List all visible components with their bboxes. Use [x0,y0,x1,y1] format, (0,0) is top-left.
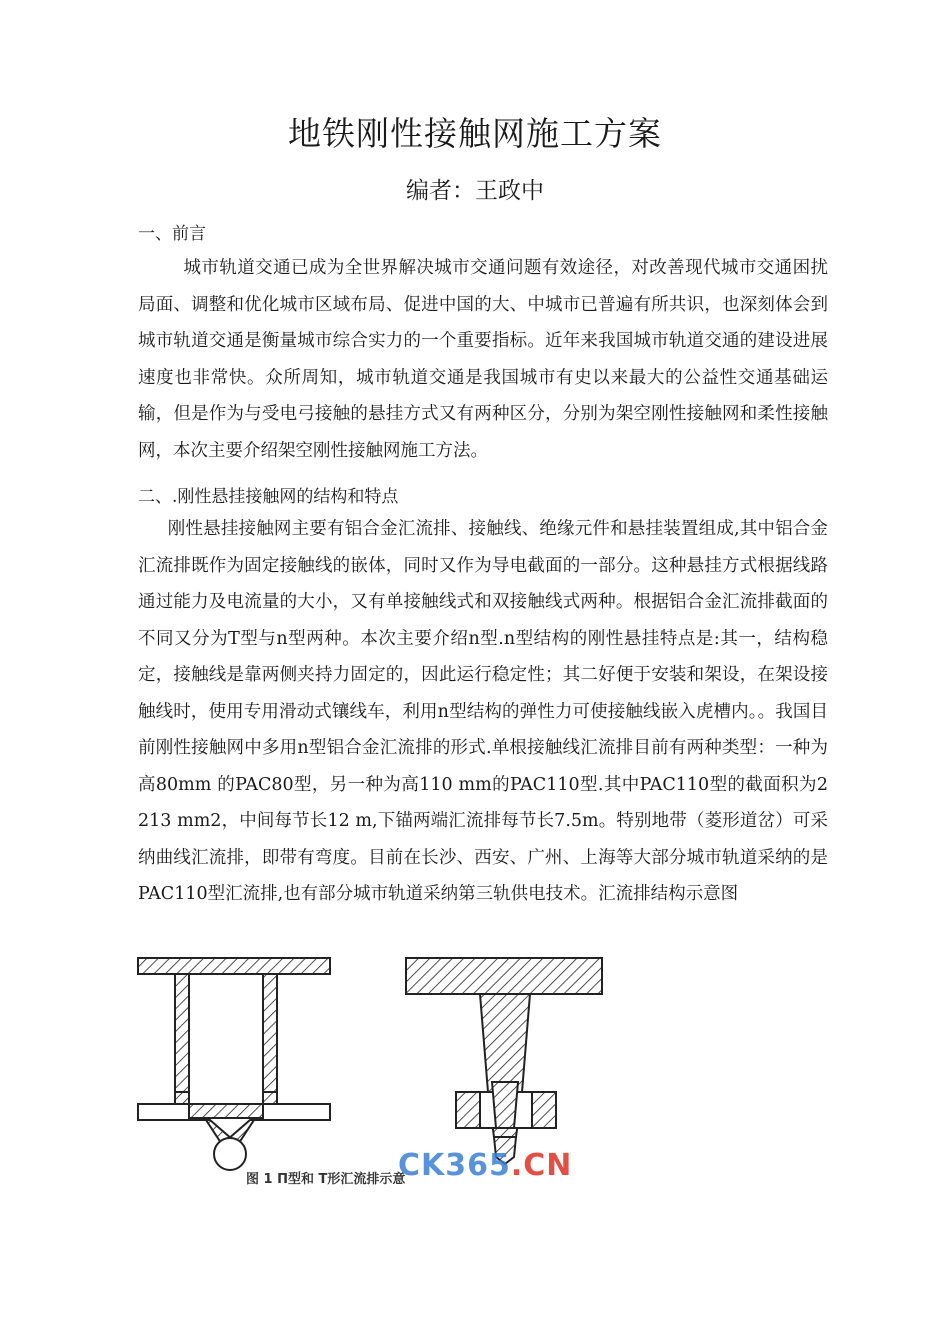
watermark-text-main: CK365 [398,1148,511,1183]
watermark-logo [398,1148,572,1183]
section-heading-preface: 一、前言 [138,224,206,244]
pi-type-busbar [138,958,330,1170]
section-heading-structure: 二、.刚性悬挂接触网的结构和特点 [138,487,399,507]
document-title: 地铁刚性接触网施工方案 [288,114,662,153]
document-author: 编者：王政中 [406,178,544,204]
preface-paragraph: 城市轨道交通已成为全世界解决城市交通问题有效途径，对改善现代城市交通困扰局面、调整和优化城市区域布局、促进中国的大、中城市已普遍有所共识，也深刻体会到城市轨道交通是衡量城市综合实力的一个重要指标。近年来我国城市轨道交通的建设进展速度也非常快。众所周知，城市轨道交通是我国城市有史以来最大的公益性交通基础运输，但是作为与受电弓接触的悬挂方式又有两种区分，分别为架空刚性接触网和柔性接触网，本次主要介绍架空刚性接触网施工方法。 [138,258,828,461]
figure-caption: 图 1 Π型和 T形汇流排示意 [246,1172,406,1187]
t-type-busbar [406,958,602,1164]
watermark-text-domain: .CN [510,1148,573,1183]
structure-paragraph: 刚性悬挂接触网主要有铝合金汇流排、接触线、绝缘元件和悬挂装置组成,其中铝合金汇流排既作为固定接触线的嵌体，同时又作为导电截面的一部分。这种悬挂方式根据线路通过能力及电流量的大小，又有单接触线式和双接触线式两种。根据铝合金汇流排截面的不同又分为Τ型与n型两种。本次主要介绍n型.n型结构的刚性悬挂特点是:其一，结构稳定，接触线是靠两侧夹持力固定的，因此运行稳定性；其二好便于安装和架设，在架设接触线时，使用专用滑动式镶线车，利用n型结构的弹性力可使接触线嵌入虎槽内。。我国目前刚性接触网中多用n型铝合金汇流排的形式.单根接触线汇流排目前有两种类型：一种为高80mm 的PAC80型，另一种为高110 mm的PAC110型.其中PAC110型的截面积为2 213 mm2，中间每节长12 m,下锚两端汇流排每节长7.5m。特别地带（菱形道岔）可采纳曲线汇流排，即带有弯度。目前在长沙、西安、广州、上海等大部分城市轨道采纳的是PAC110型汇流排,也有部分城市轨道采纳第三轨供电技术。汇流排结构示意图 [138,519,828,904]
